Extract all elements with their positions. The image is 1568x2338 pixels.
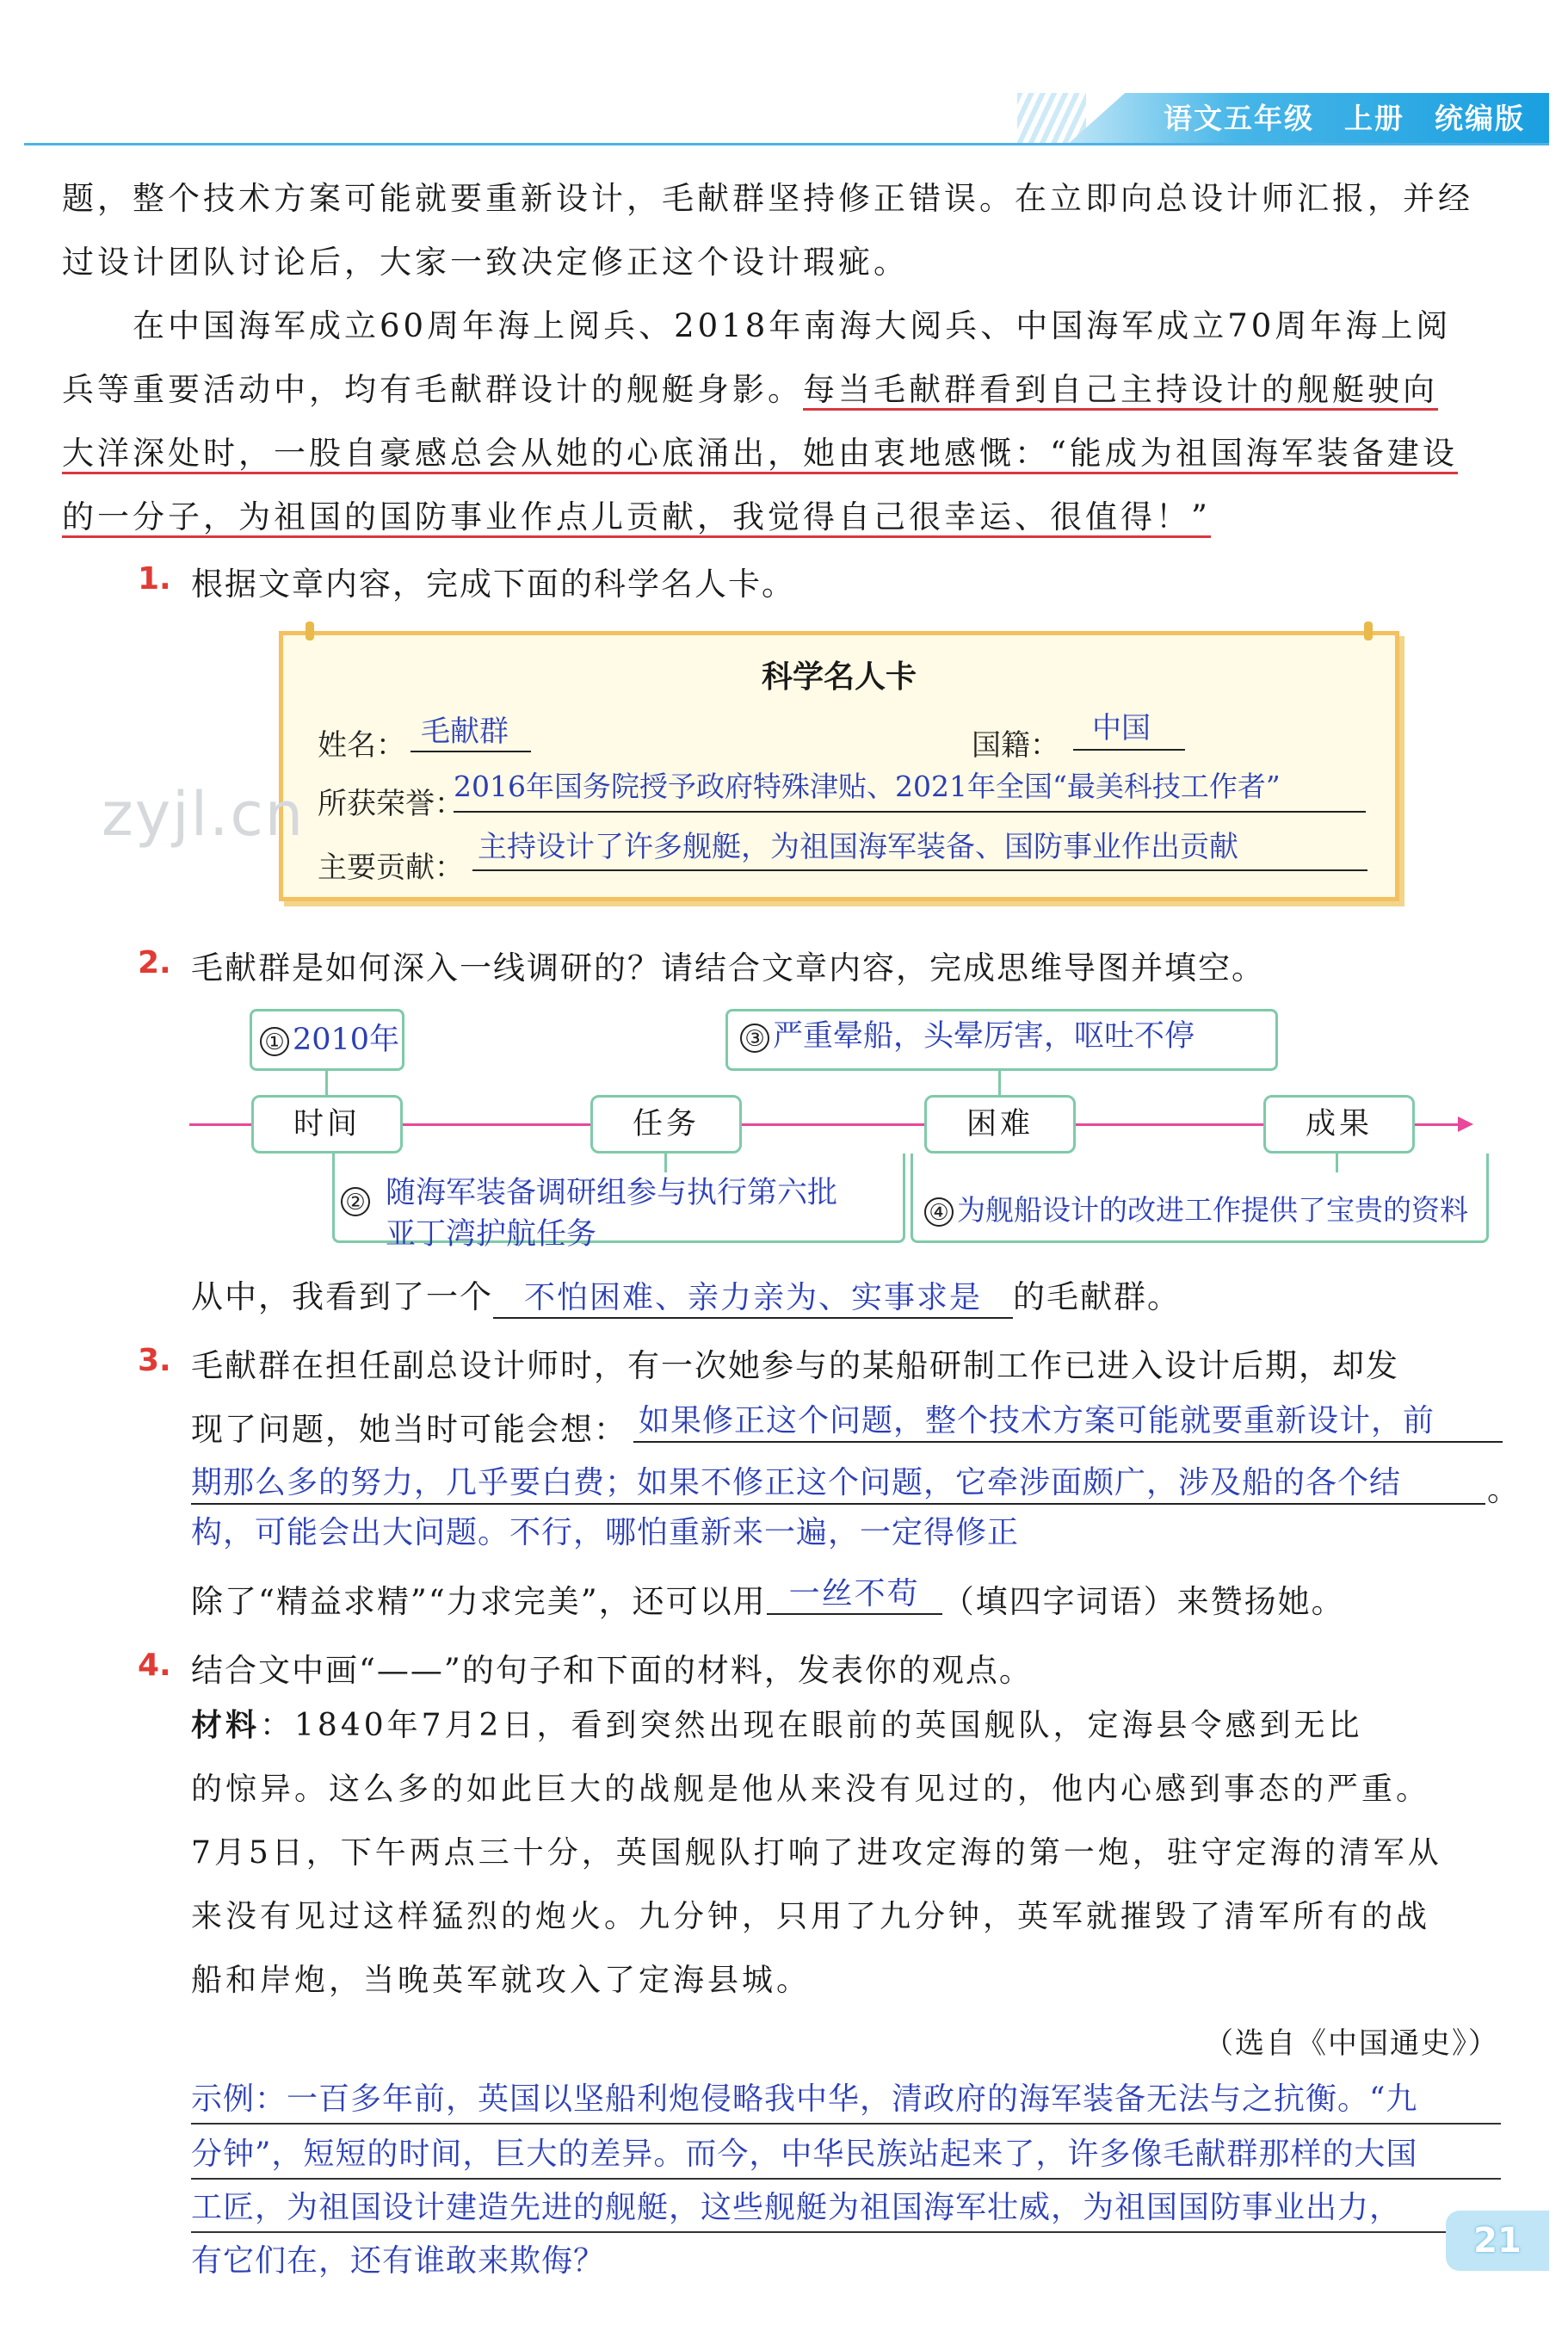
passage-line: 过设计团队讨论后，大家一致决定修正这个设计瑕疵。 [62,244,909,281]
question-text: 结合文中画“——”的句子和下面的材料，发表你的观点。 [191,1652,1033,1689]
passage-line [62,422,1508,486]
header-divider [24,143,1549,145]
underlined-sentence: 的一分子，为祖国的国防事业作点儿贡献，我觉得自己很幸运、很值得！” [62,498,1211,538]
circle-number: ④ [924,1197,954,1227]
answer-4 [924,1188,1468,1228]
underlined-sentence: 大洋深处时，一股自豪感总会从她的心底涌出，她由衷地感慨：“能成为祖国海军装备建设 [62,435,1458,474]
answer-2-line: 随海军装备调研组参与执行第六批 [386,1176,838,1210]
contribution-label: 主要贡献： [318,850,464,885]
question-text: 根据文章内容，完成下面的科学名人卡。 [191,566,795,603]
q4-answer-line: 示例：一百多年前，英国以坚船利炮侵略我中华，清政府的海军装备无法与之抗衡。“九 [191,2081,1418,2117]
q3-answer-blank [191,1503,1485,1505]
fill-sentence [191,1575,1345,1624]
connector [998,1071,1001,1097]
connector [1336,1154,1338,1172]
passage-line [62,358,1508,422]
watermark: zyjl.cn [102,779,306,850]
circle-number: ③ [740,1024,769,1053]
node-time: 时间 [251,1095,403,1154]
material-label: 材料 [191,1708,261,1743]
question-text: 毛献群在担任副总设计师时，有一次她参与的某船研制工作已进入设计后期，却发 [191,1347,1399,1384]
pin-icon [306,622,314,640]
passage-line: 题，整个技术方案可能就要重新设计，毛献群坚持修正错误。在立即向总设计师汇报，并经 [62,180,1473,217]
material-source: （选自《中国通史》） [1204,2026,1499,2061]
passage-text: 兵等重要活动中，均有毛献群设计的舰艇身影。 [62,371,803,408]
fill-suffix: （填四字词语）来赞扬她。 [941,1583,1345,1620]
q4-answer-line: 分钟”，短短的时间，巨大的差异。而今，中华民族站起来了，许多像毛献群那样的大国 [191,2137,1418,2172]
q4-answer-rule [191,2123,1501,2125]
card-title: 科学名人卡 [761,659,917,695]
name-blank [411,751,531,752]
passage-line [62,486,1508,549]
question-number: 1. [138,561,171,597]
q4-answer-rule [191,2231,1482,2233]
answer-3 [740,1012,1195,1055]
nationality-blank [1073,749,1185,751]
q4-answer-line: 工匠，为祖国设计建造先进的舰艇，这些舰艇为祖国海军壮威，为祖国国防事业出力， [191,2190,1402,2225]
question-number: 2. [138,945,171,980]
timeline-arrow [1458,1116,1473,1132]
fill-prefix: 除了“精益求精”“力求完美”，还可以用 [191,1583,767,1620]
node-task: 任务 [590,1095,742,1154]
connector [325,1071,328,1097]
node-result: 成果 [1263,1095,1415,1154]
answer-1-text: 2010年 [293,1023,400,1057]
q4-answer-rule [191,2178,1501,2180]
material-line: 的惊异。这么多的如此巨大的战舰是他从来没有见过的，他内心感到事态的严重。 [191,1772,1431,1807]
passage-line: 在中国海军成立60周年海上阅兵、2018年南海大阅兵、中国海军成立70周年海上阅 [62,307,1452,344]
question-number: 3. [138,1343,171,1378]
header-title: 语文五年级 上册 统编版 [1164,102,1525,135]
circle-number: ① [260,1027,289,1056]
fill-sentence [191,1271,1181,1319]
nationality-answer: 中国 [1092,711,1151,745]
material-line: 来没有见过这样猛烈的炮火。九分钟，只用了九分钟，英军就摧毁了清军所有的战 [191,1899,1431,1934]
q4-answer-line: 有它们在，还有谁敢来欺侮？ [191,2243,606,2279]
page-number: 21 [1446,2211,1549,2271]
fill-answer: 一丝不苟 [767,1569,942,1615]
q3-answer-blank [633,1441,1503,1443]
question-number: 4. [138,1648,171,1683]
q3-answer-line: 构，可能会出大问题。不行，哪怕重新来一遍，一定得修正 [191,1515,1020,1550]
fill-prefix: 从中，我看到了一个 [191,1278,493,1315]
answer-1 [260,1016,399,1059]
answer-4-text: 为舰船设计的改进工作提供了宝贵的资料 [957,1193,1468,1227]
honor-label: 所获荣誉： [318,787,464,821]
underlined-sentence: 每当毛献群看到自己主持设计的舰艇驶向 [803,371,1438,411]
nationality-label: 国籍： [972,728,1059,763]
pin-icon [1364,622,1373,640]
q3-period: 。 [1487,1471,1521,1508]
honor-answer: 2016年国务院授予政府特殊津贴、2021年全国“最美科技工作者” [454,770,1281,803]
circle-number: ② [341,1187,370,1216]
q3-answer-line: 如果修正这个问题，整个技术方案可能就要重新设计，前 [639,1403,1435,1438]
scientist-card [279,631,1399,901]
material-line: 7月5日，下午两点三十分，英国舰队打响了进攻定海的第一炮，驻守定海的清军从 [191,1835,1442,1871]
contribution-blank [472,869,1367,871]
header-decoration [1017,93,1086,145]
fill-answer: 不怕困难、亲力亲为、实事求是 [493,1273,1013,1319]
answer-2-marker [341,1183,373,1217]
material-line: 船和岸炮，当晚英军就攻入了定海县城。 [191,1963,812,1998]
q3-answer-line: 期那么多的努力，几乎要白费；如果不修正这个问题，它牵涉面颇广，涉及船的各个结 [191,1465,1402,1500]
answer-2-line: 亚丁湾护航任务 [386,1217,597,1252]
material-line [191,1694,1504,1758]
node-difficulty: 困难 [924,1095,1076,1154]
fill-suffix: 的毛献群。 [1013,1278,1182,1315]
name-answer: 毛献群 [421,714,509,749]
answer-3-text: 严重晕船，头晕厉害，呕吐不停 [773,1019,1195,1054]
question-text: 现了问题，她当时可能会想： [191,1411,627,1448]
honor-blank [454,811,1366,813]
name-label: 姓名： [318,728,405,763]
question-text: 毛献群是如何深入一线调研的？请结合文章内容，完成思维导图并填空。 [191,949,1265,987]
material-text: ：1840年7月2日，看到突然出现在眼前的英国舰队，定海县令感到无比 [260,1708,1363,1743]
contribution-answer: 主持设计了许多舰艇，为祖国海军装备、国防事业作出贡献 [478,830,1238,864]
